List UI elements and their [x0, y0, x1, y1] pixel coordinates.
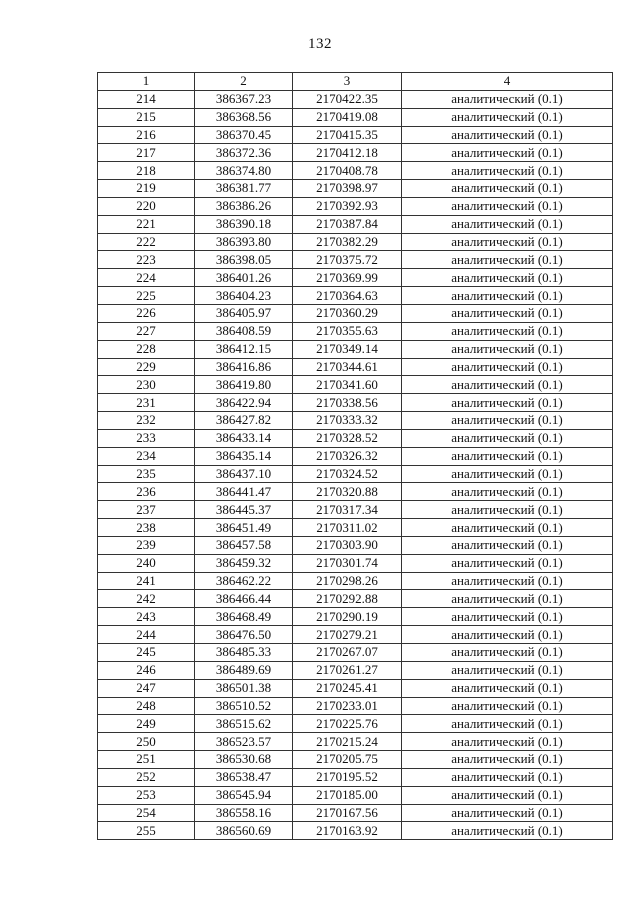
table-row [98, 376, 613, 394]
table-row [98, 733, 613, 751]
method-cell: аналитический (0.1) [402, 786, 613, 804]
x-coordinate-cell: 386558.16 [195, 804, 293, 822]
table-row [98, 251, 613, 269]
y-coordinate-cell: 2170225.76 [293, 715, 402, 733]
y-coordinate-cell: 2170344.61 [293, 358, 402, 376]
point-number-cell: 215 [98, 108, 195, 126]
point-number-cell: 252 [98, 768, 195, 786]
y-coordinate-cell: 2170290.19 [293, 608, 402, 626]
method-cell: аналитический (0.1) [402, 394, 613, 412]
x-coordinate-cell: 386370.45 [195, 126, 293, 144]
method-cell: аналитический (0.1) [402, 358, 613, 376]
y-coordinate-cell: 2170387.84 [293, 215, 402, 233]
y-coordinate-cell: 2170311.02 [293, 519, 402, 537]
table-row [98, 394, 613, 412]
table-row [98, 590, 613, 608]
point-number-cell: 231 [98, 394, 195, 412]
header-x-coordinate: 2 [195, 73, 293, 91]
point-number-cell: 222 [98, 233, 195, 251]
y-coordinate-cell: 2170355.63 [293, 322, 402, 340]
y-coordinate-cell: 2170205.75 [293, 751, 402, 769]
y-coordinate-cell: 2170317.34 [293, 501, 402, 519]
table-row [98, 804, 613, 822]
point-number-cell: 251 [98, 751, 195, 769]
table-row [98, 358, 613, 376]
y-coordinate-cell: 2170398.97 [293, 180, 402, 198]
x-coordinate-cell: 386368.56 [195, 108, 293, 126]
y-coordinate-cell: 2170364.63 [293, 287, 402, 305]
method-cell: аналитический (0.1) [402, 287, 613, 305]
y-coordinate-cell: 2170382.29 [293, 233, 402, 251]
method-cell: аналитический (0.1) [402, 90, 613, 108]
point-number-cell: 234 [98, 447, 195, 465]
table-row [98, 162, 613, 180]
method-cell: аналитический (0.1) [402, 162, 613, 180]
x-coordinate-cell: 386441.47 [195, 483, 293, 501]
point-number-cell: 242 [98, 590, 195, 608]
x-coordinate-cell: 386530.68 [195, 751, 293, 769]
x-coordinate-cell: 386459.32 [195, 554, 293, 572]
point-number-cell: 229 [98, 358, 195, 376]
table-row [98, 108, 613, 126]
method-cell: аналитический (0.1) [402, 554, 613, 572]
method-cell: аналитический (0.1) [402, 590, 613, 608]
point-number-cell: 232 [98, 412, 195, 430]
x-coordinate-cell: 386381.77 [195, 180, 293, 198]
method-cell: аналитический (0.1) [402, 429, 613, 447]
y-coordinate-cell: 2170320.88 [293, 483, 402, 501]
method-cell: аналитический (0.1) [402, 519, 613, 537]
point-number-cell: 241 [98, 572, 195, 590]
point-number-cell: 225 [98, 287, 195, 305]
y-coordinate-cell: 2170412.18 [293, 144, 402, 162]
y-coordinate-cell: 2170245.41 [293, 679, 402, 697]
y-coordinate-cell: 2170333.32 [293, 412, 402, 430]
point-number-cell: 253 [98, 786, 195, 804]
header-y-coordinate: 3 [293, 73, 402, 91]
table-row [98, 483, 613, 501]
y-coordinate-cell: 2170324.52 [293, 465, 402, 483]
point-number-cell: 230 [98, 376, 195, 394]
x-coordinate-cell: 386466.44 [195, 590, 293, 608]
method-cell: аналитический (0.1) [402, 768, 613, 786]
y-coordinate-cell: 2170422.35 [293, 90, 402, 108]
point-number-cell: 248 [98, 697, 195, 715]
method-cell: аналитический (0.1) [402, 108, 613, 126]
y-coordinate-cell: 2170279.21 [293, 626, 402, 644]
table-row [98, 751, 613, 769]
method-cell: аналитический (0.1) [402, 197, 613, 215]
method-cell: аналитический (0.1) [402, 715, 613, 733]
method-cell: аналитический (0.1) [402, 733, 613, 751]
x-coordinate-cell: 386489.69 [195, 661, 293, 679]
table-row [98, 608, 613, 626]
point-number-cell: 244 [98, 626, 195, 644]
method-cell: аналитический (0.1) [402, 697, 613, 715]
y-coordinate-cell: 2170360.29 [293, 304, 402, 322]
y-coordinate-cell: 2170267.07 [293, 644, 402, 662]
table-row [98, 554, 613, 572]
y-coordinate-cell: 2170369.99 [293, 269, 402, 287]
x-coordinate-cell: 386462.22 [195, 572, 293, 590]
y-coordinate-cell: 2170408.78 [293, 162, 402, 180]
x-coordinate-cell: 386445.37 [195, 501, 293, 519]
x-coordinate-cell: 386435.14 [195, 447, 293, 465]
method-cell: аналитический (0.1) [402, 251, 613, 269]
point-number-cell: 216 [98, 126, 195, 144]
point-number-cell: 255 [98, 822, 195, 840]
point-number-cell: 221 [98, 215, 195, 233]
table-row [98, 519, 613, 537]
y-coordinate-cell: 2170415.35 [293, 126, 402, 144]
table-row [98, 322, 613, 340]
method-cell: аналитический (0.1) [402, 572, 613, 590]
table-row [98, 412, 613, 430]
method-cell: аналитический (0.1) [402, 322, 613, 340]
x-coordinate-cell: 386433.14 [195, 429, 293, 447]
x-coordinate-cell: 386372.36 [195, 144, 293, 162]
table-row [98, 233, 613, 251]
point-number-cell: 217 [98, 144, 195, 162]
method-cell: аналитический (0.1) [402, 412, 613, 430]
y-coordinate-cell: 2170233.01 [293, 697, 402, 715]
table-row [98, 197, 613, 215]
point-number-cell: 214 [98, 90, 195, 108]
y-coordinate-cell: 2170215.24 [293, 733, 402, 751]
method-cell: аналитический (0.1) [402, 269, 613, 287]
point-number-cell: 245 [98, 644, 195, 662]
table-row [98, 661, 613, 679]
table-row [98, 572, 613, 590]
y-coordinate-cell: 2170341.60 [293, 376, 402, 394]
method-cell: аналитический (0.1) [402, 804, 613, 822]
table-row [98, 626, 613, 644]
x-coordinate-cell: 386401.26 [195, 269, 293, 287]
method-cell: аналитический (0.1) [402, 304, 613, 322]
method-cell: аналитический (0.1) [402, 483, 613, 501]
table-row [98, 287, 613, 305]
table-row [98, 144, 613, 162]
page-number: 132 [308, 36, 332, 52]
y-coordinate-cell: 2170338.56 [293, 394, 402, 412]
method-cell: аналитический (0.1) [402, 626, 613, 644]
x-coordinate-cell: 386374.80 [195, 162, 293, 180]
table-row [98, 126, 613, 144]
method-cell: аналитический (0.1) [402, 144, 613, 162]
x-coordinate-cell: 386390.18 [195, 215, 293, 233]
y-coordinate-cell: 2170185.00 [293, 786, 402, 804]
point-number-cell: 227 [98, 322, 195, 340]
point-number-cell: 243 [98, 608, 195, 626]
point-number-cell: 239 [98, 536, 195, 554]
x-coordinate-cell: 386451.49 [195, 519, 293, 537]
point-number-cell: 219 [98, 180, 195, 198]
point-number-cell: 228 [98, 340, 195, 358]
method-cell: аналитический (0.1) [402, 679, 613, 697]
method-cell: аналитический (0.1) [402, 536, 613, 554]
method-cell: аналитический (0.1) [402, 215, 613, 233]
x-coordinate-cell: 386437.10 [195, 465, 293, 483]
method-cell: аналитический (0.1) [402, 501, 613, 519]
x-coordinate-cell: 386419.80 [195, 376, 293, 394]
y-coordinate-cell: 2170195.52 [293, 768, 402, 786]
point-number-cell: 247 [98, 679, 195, 697]
x-coordinate-cell: 386427.82 [195, 412, 293, 430]
method-cell: аналитический (0.1) [402, 126, 613, 144]
x-coordinate-cell: 386510.52 [195, 697, 293, 715]
header-method: 4 [402, 73, 613, 91]
x-coordinate-cell: 386416.86 [195, 358, 293, 376]
x-coordinate-cell: 386545.94 [195, 786, 293, 804]
point-number-cell: 249 [98, 715, 195, 733]
table-row [98, 501, 613, 519]
x-coordinate-cell: 386398.05 [195, 251, 293, 269]
y-coordinate-cell: 2170167.56 [293, 804, 402, 822]
table-row [98, 269, 613, 287]
method-cell: аналитический (0.1) [402, 233, 613, 251]
method-cell: аналитический (0.1) [402, 376, 613, 394]
x-coordinate-cell: 386404.23 [195, 287, 293, 305]
point-number-cell: 236 [98, 483, 195, 501]
method-cell: аналитический (0.1) [402, 447, 613, 465]
x-coordinate-cell: 386515.62 [195, 715, 293, 733]
x-coordinate-cell: 386386.26 [195, 197, 293, 215]
method-cell: аналитический (0.1) [402, 180, 613, 198]
table-row [98, 768, 613, 786]
x-coordinate-cell: 386367.23 [195, 90, 293, 108]
table-header [98, 73, 613, 91]
table-row [98, 340, 613, 358]
header-point-number: 1 [98, 73, 195, 91]
coordinates-table [97, 72, 613, 840]
y-coordinate-cell: 2170292.88 [293, 590, 402, 608]
method-cell: аналитический (0.1) [402, 822, 613, 840]
table-row [98, 465, 613, 483]
method-cell: аналитический (0.1) [402, 465, 613, 483]
table-row [98, 90, 613, 108]
point-number-cell: 246 [98, 661, 195, 679]
point-number-cell: 238 [98, 519, 195, 537]
method-cell: аналитический (0.1) [402, 608, 613, 626]
x-coordinate-cell: 386485.33 [195, 644, 293, 662]
method-cell: аналитический (0.1) [402, 340, 613, 358]
table-row [98, 304, 613, 322]
x-coordinate-cell: 386538.47 [195, 768, 293, 786]
x-coordinate-cell: 386412.15 [195, 340, 293, 358]
point-number-cell: 226 [98, 304, 195, 322]
x-coordinate-cell: 386405.97 [195, 304, 293, 322]
table-row [98, 447, 613, 465]
table-body [98, 90, 613, 839]
point-number-cell: 237 [98, 501, 195, 519]
x-coordinate-cell: 386560.69 [195, 822, 293, 840]
x-coordinate-cell: 386476.50 [195, 626, 293, 644]
point-number-cell: 218 [98, 162, 195, 180]
point-number-cell: 254 [98, 804, 195, 822]
point-number-cell: 235 [98, 465, 195, 483]
point-number-cell: 240 [98, 554, 195, 572]
y-coordinate-cell: 2170349.14 [293, 340, 402, 358]
point-number-cell: 220 [98, 197, 195, 215]
x-coordinate-cell: 386468.49 [195, 608, 293, 626]
x-coordinate-cell: 386457.58 [195, 536, 293, 554]
table-row [98, 715, 613, 733]
point-number-cell: 223 [98, 251, 195, 269]
y-coordinate-cell: 2170298.26 [293, 572, 402, 590]
x-coordinate-cell: 386393.80 [195, 233, 293, 251]
point-number-cell: 233 [98, 429, 195, 447]
method-cell: аналитический (0.1) [402, 644, 613, 662]
y-coordinate-cell: 2170301.74 [293, 554, 402, 572]
y-coordinate-cell: 2170163.92 [293, 822, 402, 840]
method-cell: аналитический (0.1) [402, 661, 613, 679]
table-row [98, 429, 613, 447]
y-coordinate-cell: 2170328.52 [293, 429, 402, 447]
x-coordinate-cell: 386422.94 [195, 394, 293, 412]
y-coordinate-cell: 2170303.90 [293, 536, 402, 554]
table-row [98, 215, 613, 233]
table-row [98, 644, 613, 662]
y-coordinate-cell: 2170326.32 [293, 447, 402, 465]
x-coordinate-cell: 386408.59 [195, 322, 293, 340]
point-number-cell: 250 [98, 733, 195, 751]
y-coordinate-cell: 2170375.72 [293, 251, 402, 269]
y-coordinate-cell: 2170392.93 [293, 197, 402, 215]
table-row [98, 786, 613, 804]
point-number-cell: 224 [98, 269, 195, 287]
x-coordinate-cell: 386501.38 [195, 679, 293, 697]
y-coordinate-cell: 2170419.08 [293, 108, 402, 126]
table-row [98, 822, 613, 840]
table-row [98, 180, 613, 198]
table-row [98, 536, 613, 554]
table-row [98, 697, 613, 715]
method-cell: аналитический (0.1) [402, 751, 613, 769]
x-coordinate-cell: 386523.57 [195, 733, 293, 751]
table-row [98, 679, 613, 697]
y-coordinate-cell: 2170261.27 [293, 661, 402, 679]
header-row [98, 73, 613, 91]
